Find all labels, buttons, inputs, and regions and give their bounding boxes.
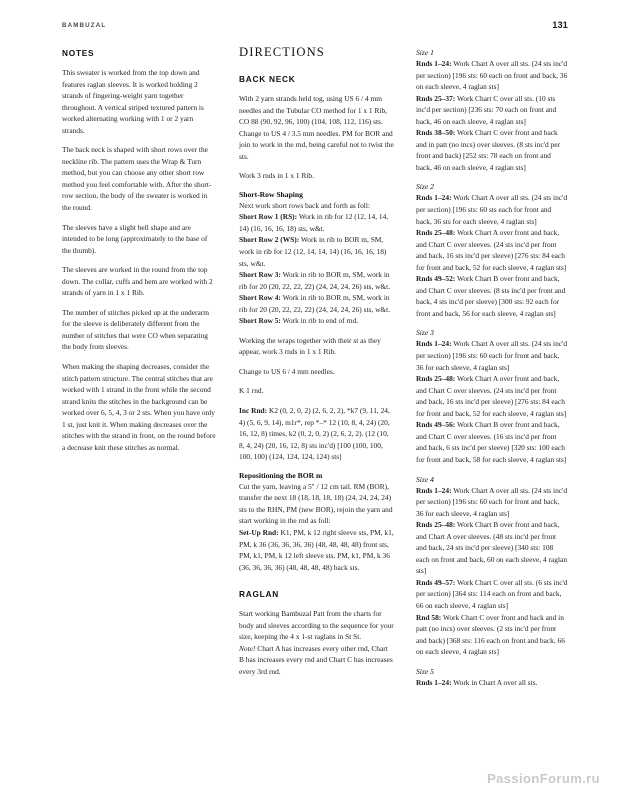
short-row-4-label: Short Row 4: (239, 293, 281, 303)
size-3-round-label: Rnds 1–24: (416, 339, 452, 349)
back-neck-heading: BACK NECK (239, 74, 296, 84)
size-4-round (416, 577, 568, 612)
raglan-note (239, 643, 394, 678)
size-4-round (416, 485, 568, 520)
size-1-round-text: Work Chart A over all sts. (24 sts inc'd per section) [196 sts: 60 each on front and back, 36 on each sleeve, 4 raglan sts] (416, 59, 568, 92)
size-3-round (416, 338, 568, 373)
change-needles: Change to US 6 / 4 mm needles. (239, 366, 335, 376)
column-notes (62, 48, 217, 688)
back-neck-intro: With 2 yarn strands held tog, using US 6 / 4 mm needles and the Tubular CO method for 1 x 1 Rib, CO 88 (90, 92, 96, 100) (104, 108, 112, 116) sts. Change to US 4 / 3.5 mm needles. PM for BOR and join to work in the rnd, being careful not to twist the sts. (239, 94, 394, 161)
running-head: BAMBUZAL (62, 22, 107, 29)
size-2-round (416, 227, 568, 273)
short-row-shaping-heading: Short-Row Shaping (239, 189, 303, 199)
raglan-note-text: Chart A has increases every other rnd, Chart B has increases every rnd and Chart C has increases every 3rd rnd. (239, 643, 393, 676)
inc-rnd-text: K2 (0, 2, 0, 2) (2, 6, 2, 2), *k7 (9, 11, 24, 4) (5, 6, 9, 14), m1r*, rep *–* 12 (10, 8, 4, 24) (20, 16, 12, 8) times, k2 (0, 2, 0, 2) (2, 6, 2, 2). (12 (10, 8, 4, 24) (20, 16, 12, 8) sts inc'd) [100 (100, 100, 100, 100) (124, 124, 124, 124) sts] (239, 406, 390, 462)
notes-paragraph: This sweater is worked from the top down and features raglan sleeves. It is worked holding 2 strands of fingering-weight yarn together throughout. A vertical striped textured pattern is worked alternating working with 1 or 2 yarn strands. (62, 68, 204, 135)
repositioning-text: Cut the yarn, leaving a 5" / 12 cm tail. RM (BOR), transfer the next 18 (18, 18, 18, 18) (24, 24, 24, 24) sts to the RHN, PM (new BOR), rejoin the yarn and start working in the rnd as foll: (239, 481, 393, 526)
size-2-round-label: Rnds 25–48: (416, 228, 456, 238)
raglan-note-label: Note! (239, 643, 256, 653)
size-4-round-label: Rnds 25–48: (416, 520, 456, 530)
size-1-round-label: Rnds 25–37: (416, 93, 456, 103)
short-row-5-label: Short Row 5: (239, 316, 281, 326)
short-row-intro: Next work short rows back and forth as foll: (239, 200, 370, 210)
size-3-round (416, 419, 568, 465)
short-row-2-label: Short Row 2 (WS): (239, 235, 300, 245)
column-sizes (416, 48, 568, 688)
inc-rnd-label: Inc Rnd: (239, 406, 268, 416)
size-2-round (416, 273, 568, 319)
k1-rnd: K 1 rnd. (239, 386, 264, 396)
page-columns (62, 45, 570, 688)
size-1-round-label: Rnds 1–24: (416, 59, 452, 68)
short-row-1 (239, 211, 394, 234)
size-3-round-label: Rnds 25–48: (416, 374, 456, 384)
short-row-1-text: Work in rib for 12 (12, 14, 14, 14) (16, 16, 16, 18) sts, w&t. (239, 212, 389, 233)
short-row-3 (239, 269, 394, 292)
size-2-round-text: Work Chart A over front and back, and Chart C over sleeves. (24 sts inc'd per front and back, 16 sts inc'd per sleeve) [276 sts: 84 each for front and back, 52 for each sleeve, 4 raglan sts] (416, 228, 567, 272)
size-3-round-text: Work Chart B over front and back, and Chart C over sleeves. (16 sts inc'd per front and back, 6 sts inc'd per sleeve) [320 sts: 100 each for front and back, 58 for each sleeve, 4 raglan sts] (416, 420, 567, 464)
size-3-round-text: Work Chart A over front and back, and Chart C over sleeves. (24 sts inc'd per front and back, 16 sts inc'd per sleeve) [276 sts: 84 each for front and back, 52 for each sleeve, 4 raglan sts] (416, 374, 567, 418)
size-5-title: Size 5 (416, 666, 434, 676)
size-1-title: Size 1 (416, 48, 434, 57)
size-5-round-label: Rnds 1–24: (416, 677, 452, 687)
size-2-round-text: Work Chart A over all sts. (24 sts inc'd per section) [196 sts: 60 sts each for front and back, 36 sts for each sleeve, 4 raglan sts] (416, 193, 568, 226)
size-1-round (416, 127, 568, 173)
short-row-5 (239, 315, 394, 327)
size-block-5 (416, 667, 568, 689)
column-directions (239, 45, 394, 688)
short-row-2-text: Work in rib to BOR m, SM, work in rib for 12 (12, 14, 14, 14) (16, 16, 16, 18) sts, w&t. (239, 235, 387, 268)
size-2-round-text: Work Chart B over front and back, and Chart C over sleeves. (8 sts inc'd per front and back, 4 sts inc'd per sleeve) [300 sts: 92 each for front and back, 56 for each sleeve, 4 raglan sts] (416, 274, 566, 318)
size-3-title: Size 3 (416, 328, 434, 338)
size-block-4 (416, 475, 568, 658)
size-2-round-label: Rnds 49–52: (416, 274, 456, 284)
size-5-round-text: Work in Chart A over all sts. (451, 677, 538, 687)
short-row-4-text: Work in rib to BOR m, SM, work in rib for 20 (20, 22, 22, 22) (24, 24, 24, 26) sts, w&t. (239, 293, 391, 314)
short-row-4 (239, 292, 394, 315)
size-4-round-text: Work Chart C over all sts. (6 sts inc'd per section) [364 sts: 114 each on front and back, 66 on each sleeve, 4 raglan sts] (416, 577, 568, 610)
size-5-round (416, 677, 568, 689)
size-4-round-text: Work Chart B over front and back, and Chart A over sleeves. (48 sts inc'd per front and back, 24 sts inc'd per sleeve) [340 sts: 108 each on front and back, 60 on each sleeve, 4 raglan sts] (416, 520, 568, 576)
set-up-rnd-text: K1, PM, k 12 right sleeve sts, PM, k1, PM, k 36 (36, 36, 36, 36) (48, 48, 48, 48) front sts, PM, k1, PM, k 12 left sleeve sts, PM, k1, PM, k 36 (36, 36, 36, 36) (48, 48, 48, 48) back sts. (239, 527, 394, 572)
size-3-round-label: Rnds 49–56: (416, 420, 456, 430)
raglan-heading: RAGLAN (239, 589, 279, 600)
size-4-round (416, 519, 568, 577)
notes-paragraph: The sleeves are worked in the round from the top down. The collar, cuffs and hem are worked with 2 strands of yarn in 1 x 1 Rib. (62, 265, 213, 298)
size-4-round-text: Work Chart C over front and back and in patt (no incs) over sleeves. (2 sts inc'd per front and back) [368 sts: 116 each on front and back, 66 on each sleeve, 4 raglan sts] (416, 612, 565, 657)
size-3-round-text: Work Chart A over all sts. (24 sts inc'd per section) [196 sts: 60 each for front and back, 36 for each sleeve, 4 raglan sts] (416, 339, 568, 372)
notes-heading: NOTES (62, 48, 95, 58)
directions-heading: DIRECTIONS (239, 45, 325, 59)
size-4-round-label: Rnd 58: (416, 612, 442, 622)
size-4-title: Size 4 (416, 474, 434, 484)
size-block-3 (416, 328, 568, 465)
watermark: PassionForum.ru (487, 771, 600, 786)
page-number: 131 (552, 20, 568, 30)
set-up-rnd-label: Set-Up Rnd: (239, 527, 279, 537)
size-4-round-label: Rnds 49–57: (416, 577, 456, 587)
short-row-3-label: Short Row 3: (239, 270, 281, 280)
size-block-2 (416, 182, 568, 319)
size-3-round (416, 373, 568, 419)
notes-paragraph: The number of stitches picked up at the underarm for the sleeve is deliberately different from the number of stitches that were CO when separating the body from sleeves. (62, 307, 209, 352)
size-2-round-label: Rnds 1–24: (416, 193, 452, 203)
size-1-round (416, 58, 568, 93)
size-block-1 (416, 48, 568, 173)
short-row-1-label: Short Row 1 (RS): (239, 212, 298, 222)
short-row-2 (239, 234, 394, 269)
short-row-5-text: Work in rib to end of rnd. (280, 316, 359, 326)
wraps-paragraph: Working the wraps together with their st as they appear, work 3 rnds in 1 x 1 Rib. (239, 335, 381, 357)
notes-paragraph: The back neck is shaped with short rows over the neckline rib. The pattern uses the Wrap & Turn method, but you can choose any other short row method you feel comfortable with. After the short-row section, the body of the sweater is worked in the round. (62, 145, 212, 213)
inc-rnd (239, 405, 394, 463)
short-row-3-text: Work in rib to BOR m, SM, work in rib for 20 (20, 22, 22, 22) (24, 24, 24, 26) sts, w&t. (239, 270, 391, 291)
set-up-rnd (239, 527, 394, 573)
size-1-round-text: Work Chart C over front and back and in patt (no incs) over sleeves. (8 sts inc'd per front and back) [252 sts: 78 each on front and back, 46 on each sleeve, 4 raglan sts] (416, 128, 560, 172)
size-2-round (416, 192, 568, 227)
size-1-round-label: Rnds 38–50: (416, 128, 456, 138)
repositioning-heading: Repositioning the BOR m (239, 470, 323, 480)
size-1-round-text: Work Chart C over all sts. (10 sts inc'd per section) [236 sts: 70 each on front and back, 46 on each sleeve, 4 raglan sts] (416, 93, 557, 126)
size-2-title: Size 2 (416, 182, 434, 192)
notes-paragraph: The sleeves have a slight bell shape and are intended to be long (approximately to the base of the thumb). (62, 222, 208, 255)
size-1-round (416, 93, 568, 128)
size-4-round-label: Rnds 1–24: (416, 485, 452, 495)
raglan-intro: Start working Bambuzal Patt from the charts for body and sleeves according to the sequence for your size, keeping the 4 x 1-st raglans in St St. (239, 609, 394, 642)
work-3-rnds: Work 3 rnds in 1 x 1 Rib. (239, 171, 314, 181)
notes-paragraph: When making the shaping decreases, consider the stitch pattern structure. The central stitches that are worked with 1 strand in the front while the second strand knits the stitches in the background can be worked over 6, 5, 4, 3 or 2 sts. When you have only 1 st, just knit it. When making decreases over the stitches with the strand in front, on the round before a decrease knit these stitches as normal. (62, 362, 216, 452)
size-4-round (416, 612, 568, 658)
size-4-round-text: Work Chart A over all sts. (24 sts inc'd per section) [196 sts: 60 each for front and back, 36 for each sleeve, 4 raglan sts] (416, 485, 568, 518)
